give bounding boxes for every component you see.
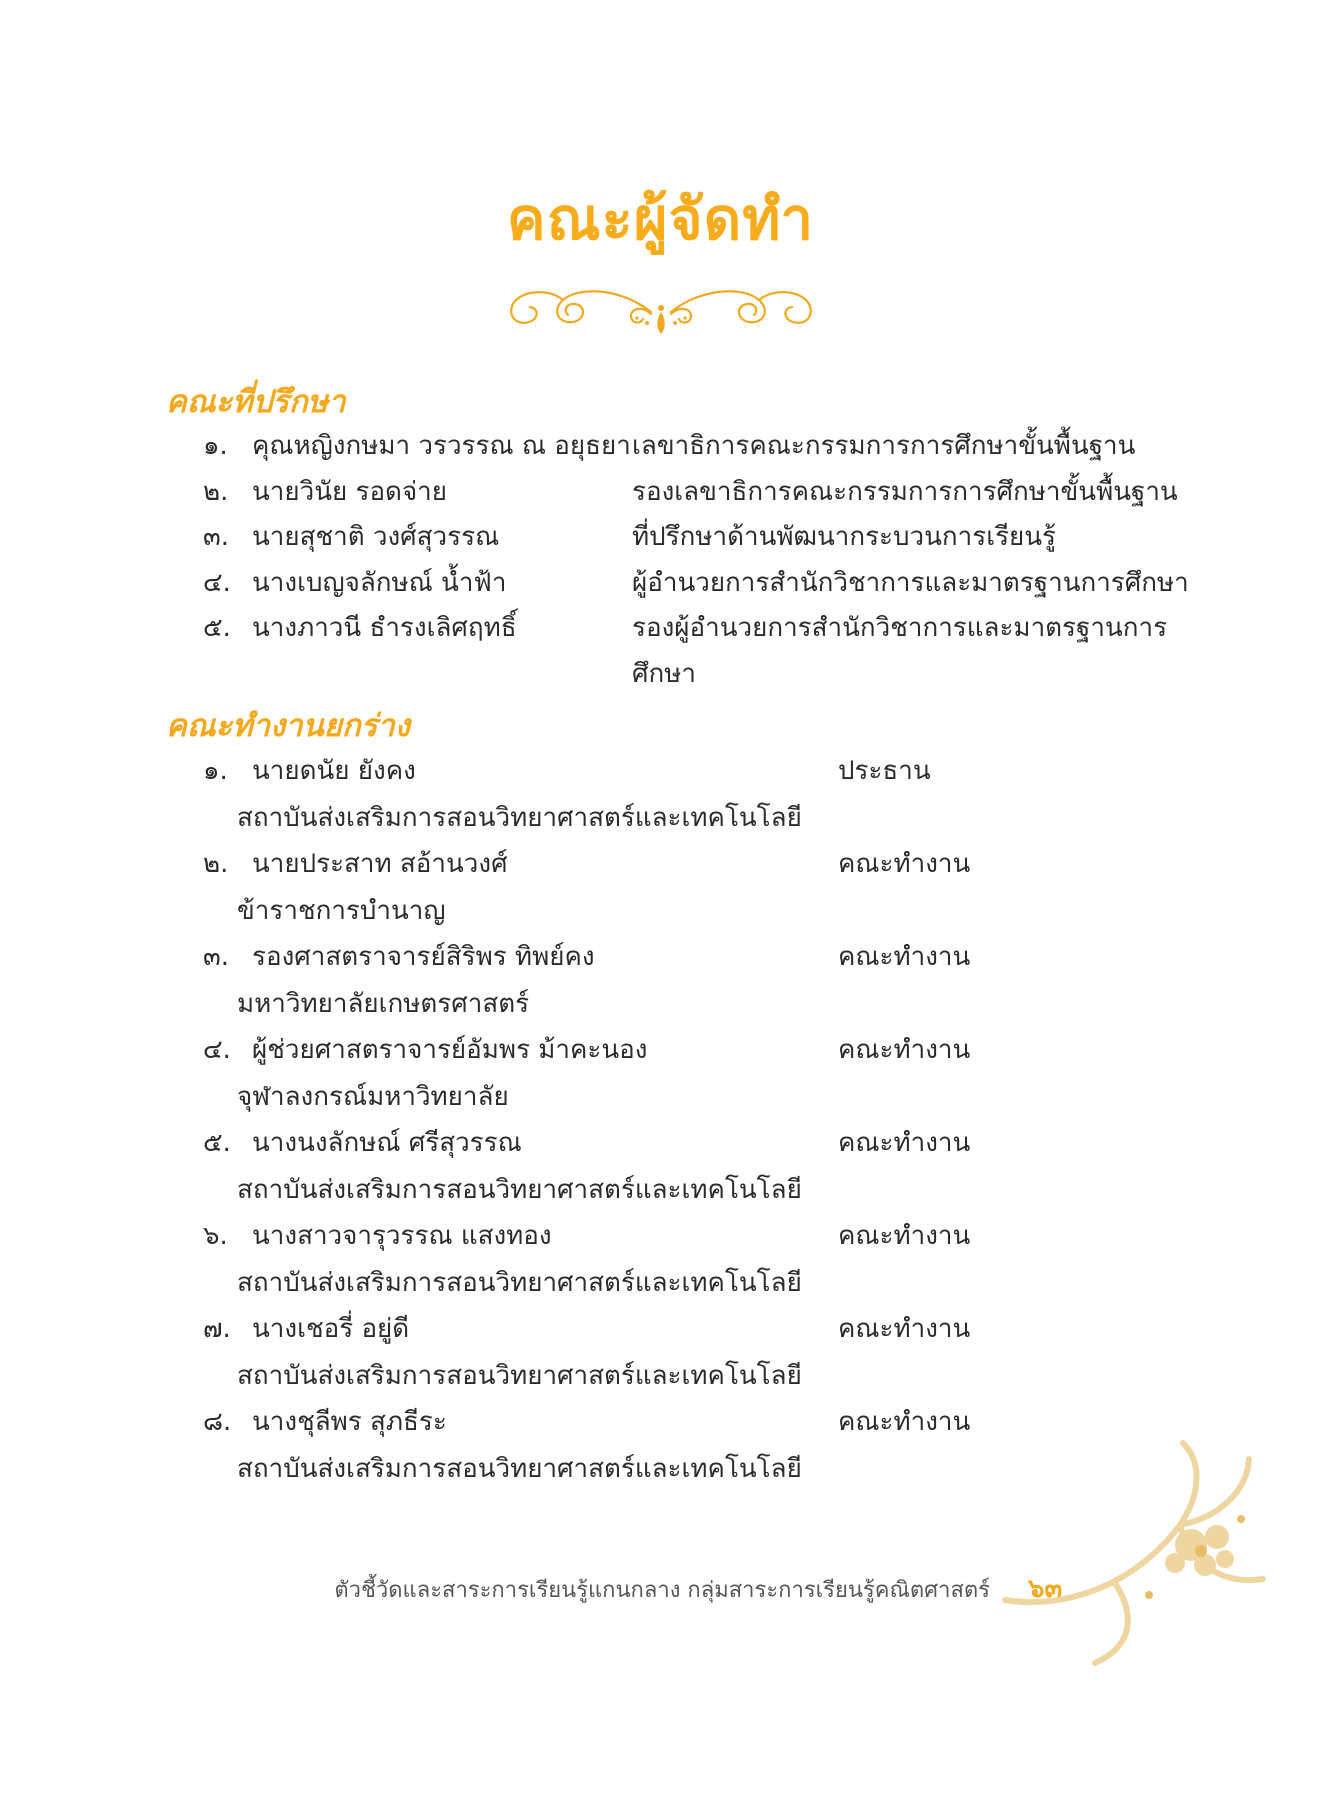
item-affiliation: มหาวิทยาลัยเกษตรศาสตร์ [237, 988, 530, 1019]
item-name: คุณหญิงกษมา วรวรรณ ณ อยุธยา [252, 431, 631, 461]
item-number: ๒. [203, 849, 229, 879]
item-affiliation: สถาบันส่งเสริมการสอนวิทยาศาสตร์และเทคโนโลยี [237, 802, 802, 833]
item-affiliation: ข้าราชการบำนาญ [237, 895, 446, 926]
item-name: นางภาวนี ธำรงเลิศฤทธิ์ [252, 613, 517, 643]
item-role: คณะทำงาน [838, 1314, 971, 1344]
floral-corner-icon [995, 1425, 1285, 1679]
item-name: นายประสาท สอ้านวงศ์ [252, 849, 508, 879]
item-role: ผู้อำนวยการสำนักวิชาการและมาตรฐานการศึกษา [632, 567, 1189, 598]
item-affiliation: สถาบันส่งเสริมการสอนวิทยาศาสตร์และเทคโนโลยี [237, 1267, 802, 1298]
item-role: คณะทำงาน [838, 1221, 971, 1251]
item-number: ๑. [203, 431, 228, 461]
drafting-row [203, 841, 1203, 934]
drafting-row [203, 934, 1203, 1027]
footer-text: ตัวชี้วัดและสาระการเรียนรู้แกนกลาง กลุ่มสาระการเรียนรู้คณิตศาสตร์ [334, 1578, 990, 1603]
item-role: คณะทำงาน [838, 1407, 971, 1437]
item-name: นายสุชาติ วงศ์สุวรรณ [252, 522, 500, 552]
item-number: ๔. [203, 1035, 231, 1065]
drafting-row [203, 1120, 1203, 1213]
item-affiliation: สถาบันส่งเสริมการสอนวิทยาศาสตร์และเทคโนโลยี [237, 1360, 802, 1391]
item-role: ประธาน [838, 756, 931, 786]
item-number: ๔. [203, 567, 231, 598]
item-affiliation: สถาบันส่งเสริมการสอนวิทยาศาสตร์และเทคโนโลยี [237, 1174, 802, 1205]
item-role: รองเลขาธิการคณะกรรมการการศึกษาขั้นพื้นฐาน [632, 476, 1178, 507]
item-number: ๖. [203, 1221, 228, 1251]
drafting-list [203, 748, 1203, 1492]
item-number: ๘. [203, 1407, 232, 1437]
item-name: นางชุลีพร สุภธีระ [252, 1407, 447, 1437]
item-number: ๗. [203, 1314, 231, 1344]
page-title: คณะผู้จัดทำ [506, 185, 815, 253]
advisor-row [203, 561, 1203, 607]
drafting-section-heading: คณะทำงานยกร่าง [166, 708, 410, 744]
item-number: ๒. [203, 476, 229, 507]
item-number: ๓. [203, 522, 230, 552]
item-name: นายวินัย รอดจ่าย [252, 476, 448, 507]
item-name: นางเบญจลักษณ์ น้ำฟ้า [252, 567, 507, 598]
drafting-row [203, 1213, 1203, 1306]
item-role: เลขาธิการคณะกรรมการการศึกษาขั้นพื้นฐาน [632, 431, 1136, 461]
item-number: ๕. [203, 1128, 231, 1158]
item-name: นางนงลักษณ์ ศรีสุวรรณ [252, 1128, 522, 1158]
item-name: นางสาวจารุวรรณ แสงทอง [252, 1221, 552, 1251]
drafting-row [203, 1306, 1203, 1399]
item-role: ที่ปรึกษาด้านพัฒนากระบวนการเรียนรู้ [632, 522, 1057, 552]
flourish-divider-icon [501, 278, 821, 342]
item-affiliation: สถาบันส่งเสริมการสอนวิทยาศาสตร์และเทคโนโลยี [237, 1453, 802, 1484]
drafting-row [203, 1027, 1203, 1120]
item-name: ผู้ช่วยศาสตราจารย์อัมพร ม้าคะนอง [252, 1035, 648, 1065]
item-name: นายดนัย ยังคง [252, 756, 416, 786]
advisor-row [203, 470, 1203, 516]
item-role: รองผู้อำนวยการสำนักวิชาการและมาตรฐานการศึกษา [632, 613, 1168, 689]
advisor-row [203, 606, 1203, 689]
item-role: คณะทำงาน [838, 1128, 971, 1158]
item-number: ๕. [203, 613, 231, 643]
item-number: ๓. [203, 942, 230, 972]
page-number: ๖๓ [1028, 1574, 1063, 1604]
item-role: คณะทำงาน [838, 849, 971, 879]
advisors-section-heading: คณะที่ปรึกษา [166, 384, 346, 420]
advisors-list [203, 424, 1203, 689]
item-name: นางเชอรี่ อยู่ดี [252, 1314, 410, 1344]
item-number: ๑. [203, 756, 228, 786]
advisor-row [203, 424, 1203, 470]
item-affiliation: จุฬาลงกรณ์มหาวิทยาลัย [237, 1081, 509, 1112]
advisor-row [203, 515, 1203, 561]
item-name: รองศาสตราจารย์สิริพร ทิพย์คง [252, 942, 595, 972]
drafting-row [203, 748, 1203, 841]
item-role: คณะทำงาน [838, 942, 971, 972]
item-role: คณะทำงาน [838, 1035, 971, 1065]
